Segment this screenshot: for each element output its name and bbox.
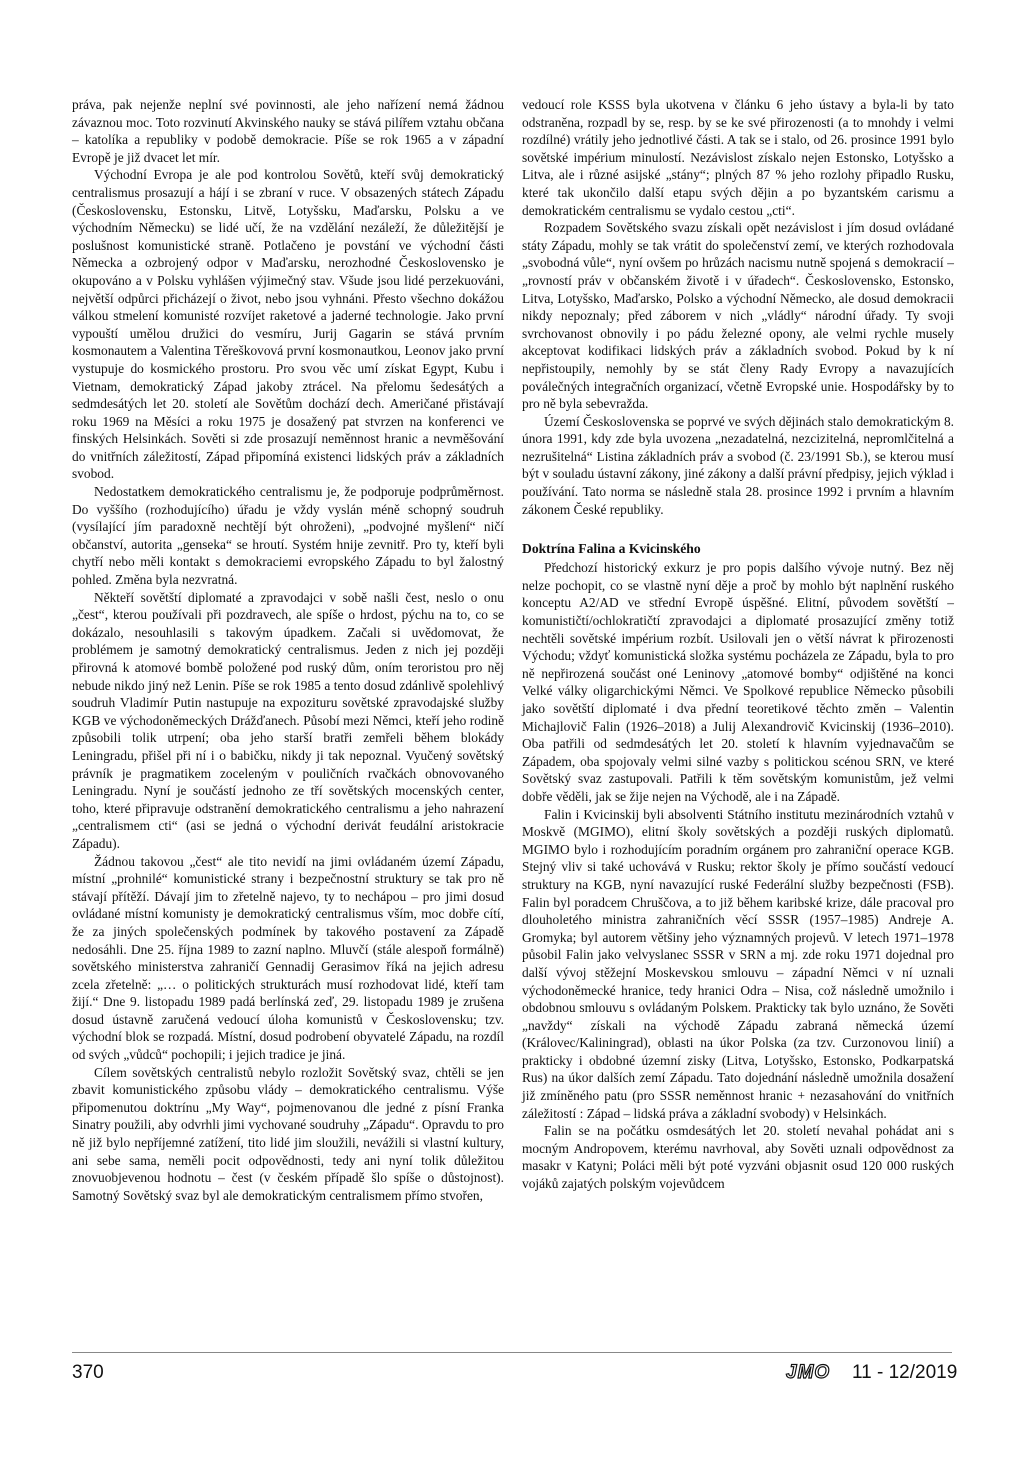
- paragraph: Cílem sovětských centralistů nebylo rozložit Sovětský svaz, chtěli se jen zbavit komunistického způsobu vlády – demokratického centralismu. Výše připomenutou doktrínu „My Way“, pojmenovanou dle jedné z písní Franka Sinatry použili, aby odvrhli jimi vychované soudruhy „Západu“. Opravdu to pro ně již bylo nepříjemné zatížení, tito lidé jim sloužili, nevážili si vlastní kultury, ani sebe sama, neměli pocit odpovědnosti, tedy ani nyní tolik důležitou znovuobjevenou hodnotu – čest (v českém případě šlo spíše o důstojnost). Samotný Sovětský svaz byl ale demokratickým centralismem přímo stvořen,: [72, 1064, 504, 1203]
- paragraph: Rozpadem Sovětského svazu získali opět nezávislost i jím dosud ovládané státy Západu, mohly se tak vrátit do společenství zemí, ve kterých rozhodovala „svobodná vůle“, nyní ovšem po hrůzách nacismu nutně spojená s demokracií – „rovností práv v občanském životě i v úřadech“. Československo, Estonsko, Litva, Lotyšsko, Maďarsko, Polsko a východní Německo, ale dosud demokracii nikdy nepoznaly; před záborem v nich „vládly“ národní úřady. Ty svoji svrchovanost obnovily i po pádu železné opony, ale velmi rychle musely akceptovat kodifikaci lidských práv a základních svobod. Pokud by k ní nepřistoupily, nemohly by se stát členy Rady Evropy a navazujících poválečných integračních organizací, včetně Evropské unie. Hospodářsky by to pro ně byla sebevražda.: [522, 220, 954, 412]
- paragraph: Žádnou takovou „čest“ ale tito nevidí na jimi ovládaném území Západu, místní „prohnilé“ komunistické strany i bezpečnostní struktury se tak pro ně stávají přítěží. Dávají jim to zřetelně najevo, ty to nechápou – pro jimi dosud ovládané místní komunisty je demokratický centralismus vším, moc dobře cítí, že za jiných společenských podmínek by takového postavení za Západě nedosáhli. Dne 25. října 1989 to zazní naplno. Mluvčí (stále alespoň formálně) sovětského ministerstva zahraničí Gennadij Gerasimov říká na jejich adresu zcela zřetelně: „… o politických strukturách musí rozhodovat lidé, kteří tam žijí.“ Dne 9. listopadu 1989 padá berlínská zeď, 29. listopadu 1989 je zrušena dosud ústavně zaručená vedoucí úloha komunistů v Československu; tzv. východní blok se rozpadá. Místní, dosud podrobení obyvatelé Západu, na rozdíl od svých „vůdců“ pochopili; i jejich tradice je jiná.: [72, 853, 504, 1063]
- right-column: [522, 96, 954, 1193]
- paragraph: práva, pak nejenže neplní své povinnosti, ale jeho nařízení nemá žádnou závaznou moc. Toto rozvinutí Akvinského nauky se stává pilířem vztahu občana – katolíka a republiky v podobě demokracie. Píše se rok 1965 a v západní Evropě je již dvacet let mír.: [72, 97, 504, 165]
- paragraph: Nedostatkem demokratického centralismu je, že podporuje podprůměrnost. Do vyššího (rozhodujícího) úřadu je vždy vyslán méně schopný soudruh (vysílající jím paradoxně nechtějí být ohroženi), „podvojné myšlení“ ničí občanství, autorita „genseka“ se hroutí. Systém hnije zevnitř. Pro ty, kteří byli chytří nebo měli kontakt s demokraciemi evropského Západu to byl žalostný pohled. Změna byla nezvratná.: [72, 484, 504, 588]
- left-column: [72, 96, 504, 1204]
- paragraph: Falin i Kvicinskij byli absolventi Státního institutu mezinárodních vztahů v Moskvě (MGIMO), elitní školy sovětských a později ruských diplomatů. MGIMO bylo i rozhodujícím poradním orgánem pro zahraniční operace KGB. Stejný vliv si také uchovává v Rusku; rektor školy je přímo součástí vedoucí struktury na KGB, nyní navazující ruské Federální služby bezpečnosti (FSB). Falin byl poradcem Chruščova, a to již během karibské krize, dále pracoval pro dlouholetého ministra zahraničních věcí SSSR (1957–1985) Andreje A. Gromyka; byl autorem většiny jeho významných projevů. V letech 1971–1978 působil Falin jako velvyslanec SSSR v SRN a mj. zde roku 1971 dojednal pro další vývoj stěžejní Moskevskou smlouvu – západní Němci v ní uznali východoněmecké hranice, tedy hranici Odra – Nisa, což následně umožnilo i obdobnou smlouvu s ovládaným Polskem. Prakticky tak bylo uznáno, že Sověti „navždy“ získali na východě Západu zabraná německá území (Královec/Kaliningrad), oblasti na úkor Polska (za tzv. Curzonovou linií) a prakticky i obdobné územní zisky (Litva, Lotyšsko, Estonsko, Podkarpatská Rus) na úkor dalších zemí Západu. Tato dojednání následně umožnila dosažení již zmíněného patu (pro SSSR neměnnost hranic + nezasahování do vnitřních záležitostí : Západ – lidská práva a základní svobody) v Helsinkách.: [522, 806, 954, 1121]
- page-number: 370: [72, 1362, 104, 1383]
- paragraph: Předchozí historický exkurz je pro popis dalšího vývoje nutný. Bez něj nelze pochopit, co se vlastně nyní děje a proč by mohlo být naplnění ruského konceptu A2/AD ve střední Evropě úspěšné. Elitní, původem sovětští – komunističtí/ochlokratičtí zpravodajci a diplomaté prosazující změny totiž nechtěli sovětské impérium rozbít. Usilovali jen o větší návrat k přirozenosti Východu; vždyť komunistická složka systému pocházela ze Západu, byla to pro ně nepřirozená součást oné Leninovy „atomové bomby“ odjištěné na konci Velké války oligarchickými Němci. Ve Spolkové republice Německo působili jako sovětští diplomaté i dva přední teoretikové těchto změn – Valentin Michajlovič Falin (1926–2018) a Julij Alexandrovič Kvicinskij (1936–2010). Oba patřili od sedmdesátých let 20. století k hlavním vyjednavačům se Západem, oba spojovaly velmi silné vazby s politickou scénou SRN, ve které Sovětský svaz zastupovali. Patřili k těm sovětským komunistům, jež velmi dobře věděli, jak se žije nejen na Východě, ale i na Západě.: [522, 560, 954, 804]
- section-heading: Doktrína Falina a Kvicinského: [522, 541, 701, 557]
- journal-logo: JMO: [786, 1362, 831, 1383]
- paragraph: Východní Evropa je ale pod kontrolou Sovětů, kteří svůj demokratický centralismus prosazují a hájí i se zbraní v ruce. V obsazených státech Západu (Československu, Estonsku, Litvě, Lotyšsku, Maďarsku, Polsku a ve východním Německu) se lidé učí, že na vzdělání nezáleží, že důležitější je poslušnost komunistické straně. Potlačeno je povstání ve východní části Německa a ozbrojený odpor v Maďarsku, nerozhodné Československo je okupováno a v Polsku vyhlášen výjimečný stav. Všude jsou lidé perzekuováni, největší odpůrci přicházejí o život, nebo jsou vyhnáni. Přesto všechno dokážou válkou stmelení komunisté rozvíjet raketové a jaderné technologie. Jako první vypouští umělou družici do vesmíru, Jurij Gagarin se stává prvním kosmonautem a Valentina Těreškovová první kosmonautkou, Leonov jako první vystupuje do kosmického prostoru. Pro svou věc umí získat Egypt, Kubu i Vietnam, demokratický Západ jakoby ztrácel. Na přelomu šedesátých a sedmdesátých let 20. století ale Sovětům dochází dech. Američané přistávají roku 1969 na Měsíci a roku 1975 je dosažený pat stvrzen na konferenci ve finských Helsinkách. Sověti si zde prosazují neměnnost hranic a nevměšování do vnitřních záležitostí, Západ připomíná existenci lidských práv a základních svobod.: [72, 167, 504, 482]
- paragraph: Území Československa se poprvé ve svých dějinách stalo demokratickým 8. února 1991, kdy zde byla uvozena „nezadatelná, nezcizitelná, nepromlčitelná a nezrušitelná“ Listina základních práv a svobod (č. 23/1991 Sb.), se kterou musí být v souladu ústavní zákony, jiné zákony a další právní předpisy, jejich výklad i používání. Tato norma se následně stala 28. prosince 1992 i prvním a hlavním zákonem České republiky.: [522, 413, 954, 517]
- paragraph: Někteří sovětští diplomaté a zpravodajci v sobě našli čest, neslo o onu „čest“, kterou používali při pozdravech, ale spíše o hrdost, pýchu na to, co se dokázalo, nesouhlasili s takovým úpadkem. Začali si uvědomovat, že problémem je samotný demokratický centralismus. Jeden z nich jej později přirovná k atomové bombě položené pod ruský dům, oním teroristou pro něj nebude nikdo jiný než Lenin. Píše se rok 1985 a tento dosud zdánlivě spolehlivý soudruh Vladimír Putin nastupuje na expozituru sovětské zpravodajské služby KGB ve východoněmeckých Drážďanech. Působí mezi Němci, kteří jeho rodině způsobili tolik utrpení; oba jeho starší bratři zemřeli během blokády Leningradu, přišel při ní i o babičku, nikdy ji tak nepoznal. Vyučený sovětský právník je pragmatikem zoceleným v pouličních rvačkách obnovovaného Leningradu. Nyní je součástí jednoho ze tří sovětských mocenských center, toho, které připravuje odstranění demokratického centralismu a jeho nahrazení „centralismem cti“ (asi se jedná o východní derivát feudální aristokracie Západu).: [72, 589, 504, 851]
- paragraph: Falin se na počátku osmdesátých let 20. století nevahal pohádat ani s mocným Andropovem, kterému navrhoval, aby Sověti uznali odpovědnost za masakr v Katyni; Poláci měli být poté vyzváni objasnit osud 120 000 ruských vojáků zajatých polským vojevůdcem: [522, 1123, 954, 1192]
- footer-divider: [72, 1352, 952, 1353]
- issue-number: 11 - 12/2019: [852, 1362, 958, 1383]
- paragraph: vedoucí role KSSS byla ukotvena v článku 6 jeho ústavy a byla-li by tato odstraněna, rozpadl by se, resp. by se ke své přirozenosti (a to mnohdy i velmi rozdílné) vrátily jeho jednotlivé části. A tak se i stalo, od 26. prosince 1991 bylo sovětské impérium minulostí. Nezávislost získalo nejen Estonsko, Lotyšsko a Litva, ale i různé asijské „stány“; plných 87 % jeho rozlohy připadlo Rusku, které tak ukončilo další etapu svých dějin a po byzantském carismu a demokratickém centralismu se vydalo cestou „cti“.: [522, 97, 954, 218]
